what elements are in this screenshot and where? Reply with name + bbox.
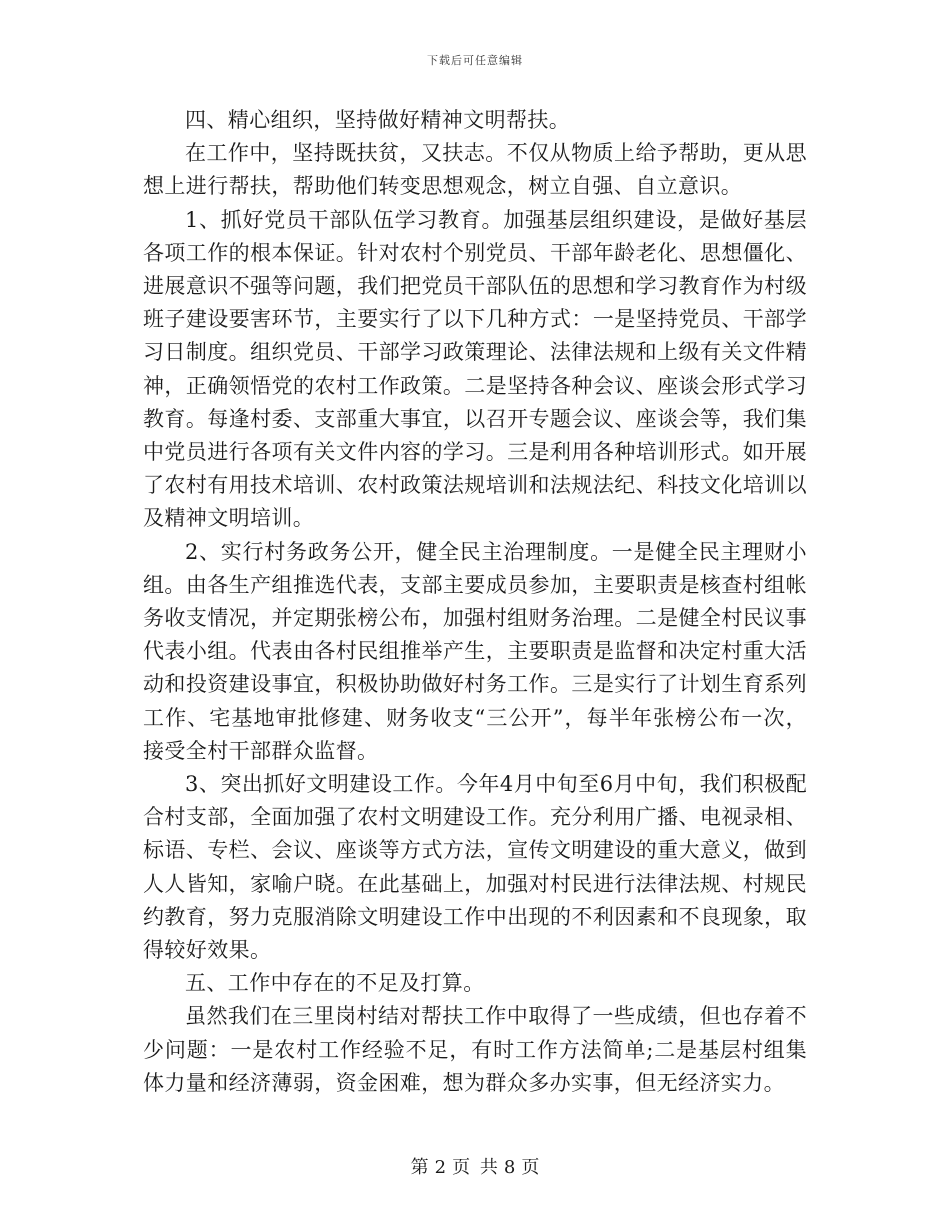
document-body xyxy=(143,104,807,1100)
section-heading-5: 五、工作中存在的不足及打算。 xyxy=(185,971,485,996)
page-footer xyxy=(0,1153,950,1179)
section-heading-4: 四、精心组织，坚持做好精神文明帮扶。 xyxy=(185,108,571,132)
paragraph-problems: 虽然我们在三里岗村结对帮扶工作中取得了一些成绩，但也存着不少问题：一是农村工作经验不足，有时工作方法简单;二是基层村组集体力量和经济薄弱，资金困难，想为群众多办实事，但无经济实力。 xyxy=(143,1004,807,1095)
footer-suffix: 页 xyxy=(521,1157,540,1178)
paragraph-item-3: 3、突出抓好文明建设工作。今年4月中旬至6月中旬，我们积极配合村支部，全面加强了农村文明建设工作。充分利用广播、电视录相、标语、专栏、会议、座谈等方式方法，宣传文明建设的重大意义，做到人人皆知，家喻户晓。在此基础上，加强对村民进行法律法规、村规民约教育，努力克服消除文明建设工作中出现的不利因素和不良现象，取得较好效果。 xyxy=(143,772,807,963)
page-header-note: 下载后可任意编辑 xyxy=(427,54,523,67)
footer-middle: 页 共 xyxy=(452,1157,498,1178)
paragraph-item-1: 1、抓好党员干部队伍学习教育。加强基层组织建设，是做好基层各项工作的根本保证。针对农村个别党员、干部年龄老化、思想僵化、进展意识不强等问题，我们把党员干部队伍的思想和学习教育作为村级班子建设要害环节，主要实行了以下几种方式：一是坚持党员、干部学习日制度。组织党员、干部学习政策理论、法律法规和上级有关文件精神，正确领悟党的农村工作政策。二是坚持各种会议、座谈会形式学习教育。每逢村委、支部重大事宜，以召开专题会议、座谈会等，我们集中党员进行各项有关文件内容的学习。三是利用各种培训形式。如开展了农村有用技术培训、农村政策法规培训和法规法纪、科技文化培训以及精神文明培训。 xyxy=(143,207,807,531)
footer-total-pages: 8 xyxy=(503,1157,516,1178)
footer-prefix: 第 xyxy=(410,1157,429,1178)
paragraph-item-2: 2、实行村务政务公开，健全民主治理制度。一是健全民主理财小组。由各生产组推选代表，支部主要成员参加，主要职责是核查村组帐务收支情况，并定期张榜公布，加强村组财务治理。二是健全村民议事代表小组。代表由各村民组推举产生，主要职责是监督和决定村重大活动和投资建设事宜，积极协助做好村务工作。三是实行了计划生育系列工作、宅基地审批修建、财务收支“三公开”，每半年张榜公布一次，接受全村干部群众监督。 xyxy=(143,539,807,763)
paragraph-intro: 在工作中，坚持既扶贫，又扶志。不仅从物质上给予帮助，更从思想上进行帮扶，帮助他们转变思想观念，树立自强、自立意识。 xyxy=(143,141,807,199)
footer-page-number: 2 xyxy=(434,1157,447,1178)
